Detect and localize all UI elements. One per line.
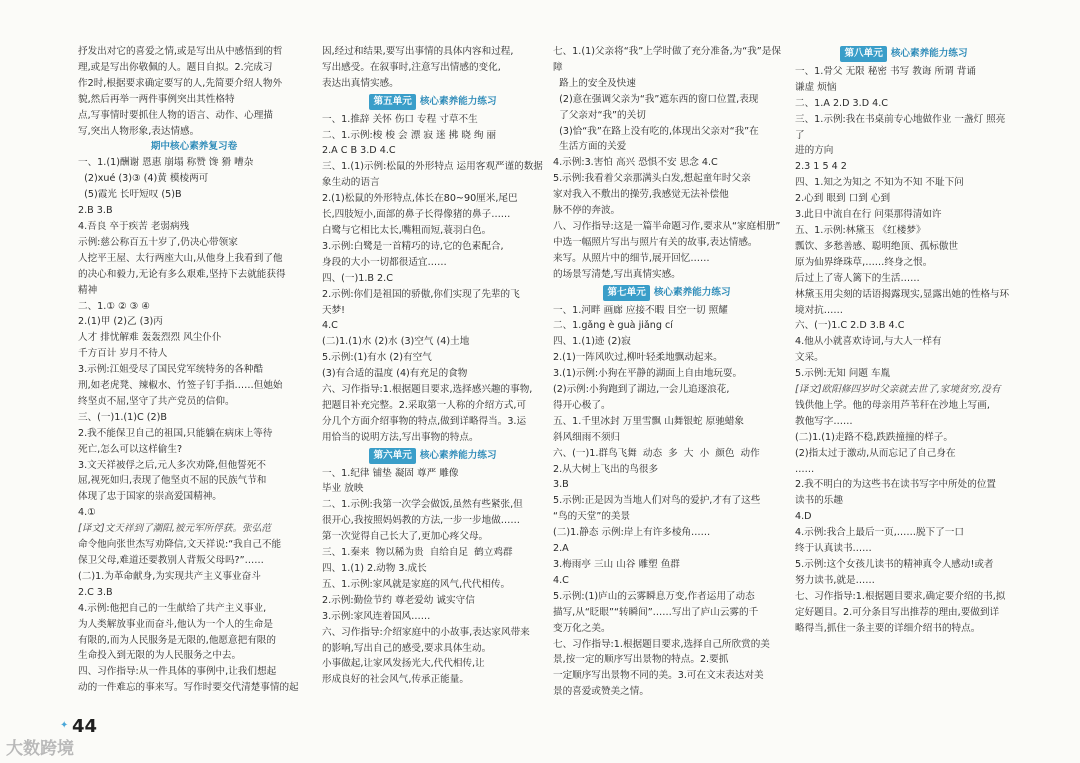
text-line: 终于认真读书…… (795, 543, 872, 555)
text-line: [译文]欧阳修四岁时父亲就去世了,家境贫穷,没有 (795, 384, 1001, 396)
text-line: 有限的,而为人民服务是无限的,他愿意把有限的 (78, 634, 276, 646)
text-line: 毕业 放映 (322, 483, 364, 495)
text-line: 脉不停的奔波。 (553, 205, 621, 217)
text-line: 五、1.千里冰封 万里雪飘 山舞银蛇 原驰蜡象 (553, 415, 744, 427)
text-line: (二)1.(1)走路不稳,跌跌撞撞的样子。 (795, 431, 953, 443)
text-line: 4.C (553, 574, 569, 586)
text-line: 七、习作指导:1.根据题目要求,确定要介绍的书,拟 (795, 590, 1006, 602)
text-line: 七、习作指导:1.根据题目要求,选择自己所欣赏的美 (553, 638, 770, 650)
text-line: 定好题目。2.可分条目写出推荐的理由,要做到详 (795, 606, 1000, 618)
text-line: 期中核心素养复习卷 (150, 141, 238, 153)
text-line: 形成良好的社会风气,传承正能量。 (322, 674, 469, 686)
text-line: 钱供他上学。他的母亲用芦苇秆在沙地上写画, (795, 399, 990, 411)
text-line: 2.A C B 3.D 4.C (322, 145, 396, 157)
page-number-decoration-icon: ✦ (60, 720, 69, 731)
text-line: 貌,然后再举一两件事例突出其性格特 (78, 93, 235, 105)
text-line: 3.梅雨亭 三山 山谷 雕塑 鱼群 (553, 559, 680, 570)
text-line: (二)1.静态 示例:岸上有许多棱角…… (553, 527, 711, 539)
text-line: 5.示例:这个女孩儿读书的精神真令人感动!或者 (795, 559, 994, 570)
text-line: (3)有合适的温度 (4)有充足的食物 (322, 368, 468, 380)
text-line: 景的喜爱或赞美之情。 (553, 686, 649, 698)
text-line: 了父亲对“我”的关切 (553, 109, 646, 121)
text-line: 教他写字…… (795, 415, 853, 427)
text-line: 3.(1)示例:小狗在平静的湖面上自由地玩耍。 (553, 368, 743, 380)
text-line: (2)指太过于激动,从而忘记了自己身在 (795, 447, 956, 459)
watermark: 大数跨境 (6, 739, 74, 759)
text-line: 2.C 3.B (78, 586, 113, 598)
text-line: 2.从大树上飞出的鸟很多 (553, 463, 659, 475)
unit-title: 核心素养能力练习 (890, 48, 968, 59)
text-line: 理,或是写出你敬佩的人。题目自拟。2.完成习 (78, 61, 273, 73)
text-line: 长,四肢短小,面部的鼻子长得像猪的鼻子…… (322, 209, 511, 221)
text-line: 瓢饮、多愁善感、聪明绝顶、孤标傲世 (795, 240, 959, 252)
text-line: 人挖平王屋、太行两座大山,从他身上我看到了他 (78, 252, 283, 264)
text-line: (2)xué (3)③ (4)黄 模棱两可 (78, 173, 209, 185)
text-line: 抒发出对它的喜爱之情,或是写出从中感悟到的哲 (78, 46, 283, 57)
text-line: 作2时,根据要求确定要写的人,先简要介绍人物外 (78, 77, 283, 89)
text-line: 五、1.示例:林黛玉 《红楼梦》 (795, 224, 926, 236)
text-line: 2.A (553, 543, 569, 555)
text-line: 用恰当的说明方法,写出事物的特点。 (322, 431, 479, 443)
text-line: 略得当,抓住一条主要的详细介绍书的特点。 (795, 622, 981, 634)
unit-badge: 第八单元 (840, 46, 886, 62)
text-line: 白鹭与它相比太长,嘴粗而短,蓑羽白色。 (322, 224, 492, 236)
page-number: 44 (72, 716, 98, 737)
text-line: 二、1.A 2.D 3.D 4.C (795, 97, 888, 109)
text-line: 表达出真情实感。 (322, 77, 399, 89)
text-line: 家对我入不敷出的操劳,我感觉无法补偿他 (553, 189, 729, 201)
text-line: 变万化之美。 (553, 622, 611, 634)
text-line: 3.文天祥被俘之后,元人多次劝降,但他誓死不 (78, 459, 266, 471)
unit-title: 核心素养能力练习 (419, 95, 497, 107)
text-line: 路上的安全及快速 (553, 77, 636, 89)
column-1 (78, 44, 310, 744)
column-2 (322, 44, 544, 744)
text-line: 二、1.① ② ③ ④ (78, 300, 150, 312)
text-line: 屈,视死如归,表现了他坚贞不屈的民族气节和 (78, 475, 267, 487)
text-line: 4.示例:3.害怕 高兴 恐惧不安 思念 4.C (553, 157, 718, 169)
text-line: 5.示例:我看着父亲那满头白发,想起童年时父亲 (553, 173, 751, 185)
text-line: 来写。从照片中的细节,展开回忆…… (553, 252, 710, 264)
text-line: 八、习作指导:这是一篇半命题习作,要求从“家庭相册” (553, 220, 781, 232)
text-line: (5)霞光 长吁短叹 (5)B (78, 189, 182, 201)
text-line: 林黛玉用尖刻的话语揭露现实,显露出她的性格与环 (795, 288, 1010, 300)
text-line: 天梦! (322, 304, 346, 316)
text-line: 3.示例:白鹭是一首精巧的诗,它的色素配合, (322, 240, 504, 252)
text-line: 三、1.秦来 物以稀为贵 自给自足 鹤立鸡群 (322, 547, 513, 559)
text-line: (2)示例:小狗跑到了湖边,一会儿追逐浪花, (553, 384, 730, 396)
text-line: (二)1.(1)水 (2)水 (3)空气 (4)土地 (322, 336, 470, 348)
text-line: 2.我不明白的为这些书在读书写字中所处的位置 (795, 479, 997, 491)
text-line: “鸟的天堂”的美景 (553, 511, 631, 523)
text-line: 因,经过和结果,要写出事情的具体内容和过程, (322, 46, 514, 57)
text-line: 六、习作指导:1.根据题目要求,选择感兴趣的事物, (322, 384, 533, 396)
text-line: 二、1.示例:梭 梭 会 漂 寂 迷 拂 晓 绚 丽 (322, 129, 497, 141)
text-line: 4.示例:我合上最后一页,……脱下了一口 (795, 527, 964, 539)
text-line: 点,写事情时要抓住人物的语言、动作、心理描 (78, 109, 273, 121)
unit-heading (553, 285, 781, 301)
text-line: 进的方向 (795, 145, 834, 157)
text-line: 生命投入到无限的为人民服务之中去。 (78, 650, 242, 662)
text-line: …… (795, 463, 815, 475)
text-line: 小事做起,让家风发扬光大,代代相传,让 (322, 658, 485, 670)
text-line: 六、(一)1.C 2.D 3.B 4.C (795, 320, 905, 332)
unit-heading (322, 448, 544, 464)
text-line: 千方百计 岁月不待人 (78, 348, 168, 360)
text-line: 4.吾良 卒于疾苦 老弱病残 (78, 220, 190, 232)
text-line: 精神 (78, 284, 98, 296)
unit-badge: 第七单元 (603, 285, 649, 301)
text-line: 一、1.纪律 铺垫 凝固 尊严 雕像 (322, 467, 459, 479)
text-line: 原为仙界绛珠草,……终身之恨。 (795, 256, 933, 268)
unit-badge: 第五单元 (369, 94, 415, 110)
text-line: 的决心和毅力,无论有多么艰难,坚持下去就能获得 (78, 268, 286, 280)
text-line: 二、1.gǎng è guà jiǎng cí (553, 320, 673, 332)
text-line: 中选一幅照片写出与照片有关的故事,表达情感。 (553, 236, 758, 248)
text-line: 六、(一)1.群鸟飞舞 动态 多 大 小 颜色 动作 (553, 447, 760, 459)
text-line: 2.我不能保卫自己的祖国,只能躺在病床上等待 (78, 427, 273, 439)
text-line: 七、1.(1)父亲将“我”上学时做了充分准备,为“我”是保障 (553, 46, 781, 73)
text-line: 一定顺序写出景物不同的美。3.可在文末表达对美 (553, 670, 764, 682)
column-4 (795, 44, 1013, 744)
text-line: 终坚贞不屈,坚守了共产党员的信仰。 (78, 395, 235, 407)
text-line: 努力读书,就是…… (795, 574, 875, 586)
text-line: 四、习作指导:从一件具体的事例中,让我们想起 (78, 666, 277, 678)
unit-title: 核心素养能力练习 (419, 449, 497, 461)
text-line: 5.示例:(1)有水 (2)有空气 (322, 352, 432, 364)
text-line: 3.B (553, 479, 569, 491)
text-line: 三、1.示例:我在书桌前专心地做作业 一盏灯 照亮了 (795, 113, 1006, 141)
text-line: 的场景写清楚,写出真情实感。 (553, 268, 681, 280)
text-line: 5.示例:(1)庐山的云雾瞬息万变,作者运用了动态 (553, 590, 755, 602)
unit-badge: 第六单元 (369, 448, 415, 464)
text-line: [译文]文天祥到了潮阳,被元军所俘获。张弘范 (78, 523, 271, 535)
text-line: 4.D (795, 511, 812, 523)
unit-heading (322, 94, 544, 110)
text-line: 4.C (322, 320, 338, 332)
text-line: 保卫父母,难道还要教别人背叛父母吗?”…… (78, 555, 264, 566)
text-line: 描写,从“眨眼”“转瞬间”……写出了庐山云雾的千 (553, 606, 759, 618)
text-line: 4.他从小就喜欢诗词,与大人一样有 (795, 336, 942, 348)
text-line: 3.此日中流自在行 问渠那得清如许 (795, 209, 942, 221)
text-line: (二)1.为革命献身,为实现共产主义事业奋斗 (78, 570, 261, 582)
text-line: 2.(1)一阵风吹过,柳叶轻柔地飘动起来。 (553, 352, 723, 364)
text-line: 2.心到 眼到 口到 心到 (795, 193, 891, 205)
text-line: 文采。 (795, 352, 824, 364)
text-line: 很开心,我按照妈妈教的方法,一步一步地做…… (322, 515, 520, 527)
text-line: 四、(一)1.B 2.C (322, 272, 393, 284)
text-line: 第一次觉得自己长大了,更加心疼父母。 (322, 531, 489, 543)
text-line: 的影响,写出自己的感受,要求具体生动。 (322, 642, 492, 654)
text-line: 命令他向张世杰写劝降信,文天祥说:“我自己不能 (78, 539, 282, 551)
text-line: 身段的大小一切都很适宜…… (322, 256, 447, 268)
text-line: 分几个方面介绍事物的特点,做到详略得当。3.运 (322, 415, 527, 427)
text-line: 把题目补充完整。2.采取第一人称的介绍方式,可 (322, 399, 527, 411)
text-line: 2.B 3.B (78, 205, 113, 217)
text-line: 死亡,怎么可以这样偷生? (78, 443, 183, 455)
text-line: 2.(1)松鼠的外形特点,体长在80~90厘米,尾巴 (322, 193, 518, 205)
text-line: 后过上了寄人篱下的生活…… (795, 272, 920, 284)
text-line: 2.3 1 5 4 2 (795, 161, 847, 173)
text-line: 2.(1)甲 (2)乙 (3)丙 (78, 316, 163, 328)
text-line: 谦虚 烦恼 (795, 81, 837, 93)
text-line: 生活方面的关爱 (553, 141, 627, 153)
text-line: 一、1.推辞 关怀 伤口 专程 寸草不生 (322, 113, 478, 125)
text-line: 三、(一)1.(1)C (2)B (78, 411, 167, 423)
text-line: 写出感受。在叙事时,注意写出情感的变化, (322, 61, 501, 73)
text-line: 4.示例:他把自己的一生献给了共产主义事业, (78, 602, 267, 614)
text-line: (2)意在强调父亲为“我”遮东西的窗口位置,表现 (553, 93, 759, 105)
unit-title: 核心素养能力练习 (653, 286, 731, 298)
text-line: 一、1.河畔 画廊 应接不暇 目空一切 照耀 (553, 304, 728, 316)
text-line: 一、1.骨父 无限 秘密 书写 教诲 所谓 背诵 (795, 65, 976, 77)
text-line: 四、1.(1) 2.动物 3.成长 (322, 563, 427, 574)
text-line: 写,突出人物形象,表达情感。 (78, 125, 200, 137)
text-line: 五、1.示例:家风就是家庭的风气,代代相传。 (322, 578, 511, 590)
text-line: 5.示例:无知 问题 车胤 (795, 368, 891, 380)
column-3 (553, 44, 781, 744)
text-line: 四、1.(1)迹 (2)寂 (553, 336, 631, 348)
text-line: 三、1.(1)示例:松鼠的外形特点 运用客观严谨的数据 (322, 161, 543, 173)
text-line: 为人类解放事业而奋斗,他认为一个人的生命是 (78, 618, 273, 630)
text-line: 得开心极了。 (553, 399, 611, 411)
text-line: 读书的乐趣 (795, 495, 843, 507)
text-line: 境对抗…… (795, 304, 843, 316)
text-line: (3)恰“我”在路上没有吃的,体现出父亲对“我”在 (553, 125, 759, 137)
text-line: 3.示例:江姐受尽了国民党军统特务的各种酷 (78, 364, 264, 376)
text-line: 景,按一定的顺序写出景物的特点。2.要抓 (553, 654, 729, 666)
text-line: 示例:慈公称百五十岁了,仍决心带领家 (78, 236, 238, 248)
text-line: 2.示例:勤俭节约 尊老爱幼 诚实守信 (322, 594, 475, 606)
text-line: 人才 排忧解难 轰轰烈烈 风尘仆仆 (78, 332, 222, 344)
text-line: 4.① (78, 507, 96, 519)
text-line: 一、1.(1)酬谢 恩惠 崩塌 称赞 馋 猾 嘈杂 (78, 157, 254, 169)
text-line: 体现了忠于国家的崇高爱国精神。 (78, 491, 222, 503)
text-line: 象生动的语言 (322, 177, 380, 189)
unit-heading (795, 46, 1013, 62)
text-line: 二、1.示例:我第一次学会做饭,虽然有些紧张,但 (322, 499, 523, 511)
text-line: 刑,如老虎凳、辣椒水、竹签子钉手指……但她始 (78, 380, 283, 392)
text-line: 5.示例:正是因为当地人们对鸟的爱护,才有了这些 (553, 495, 761, 507)
text-line: 动的一件难忘的事来写。写作时要交代清楚事情的起 (78, 682, 299, 694)
text-line: 四、1.知之为知之 不知为不知 不耻下问 (795, 177, 964, 189)
text-line: 2.示例:你们是祖国的骄傲,你们实现了先辈的飞 (322, 288, 520, 300)
text-line: 六、习作指导:介绍家庭中的小故事,表达家风带来 (322, 626, 530, 638)
text-line: 斜风细雨不须归 (553, 431, 621, 443)
text-line: 3.示例:家风连着国风…… (322, 610, 431, 622)
